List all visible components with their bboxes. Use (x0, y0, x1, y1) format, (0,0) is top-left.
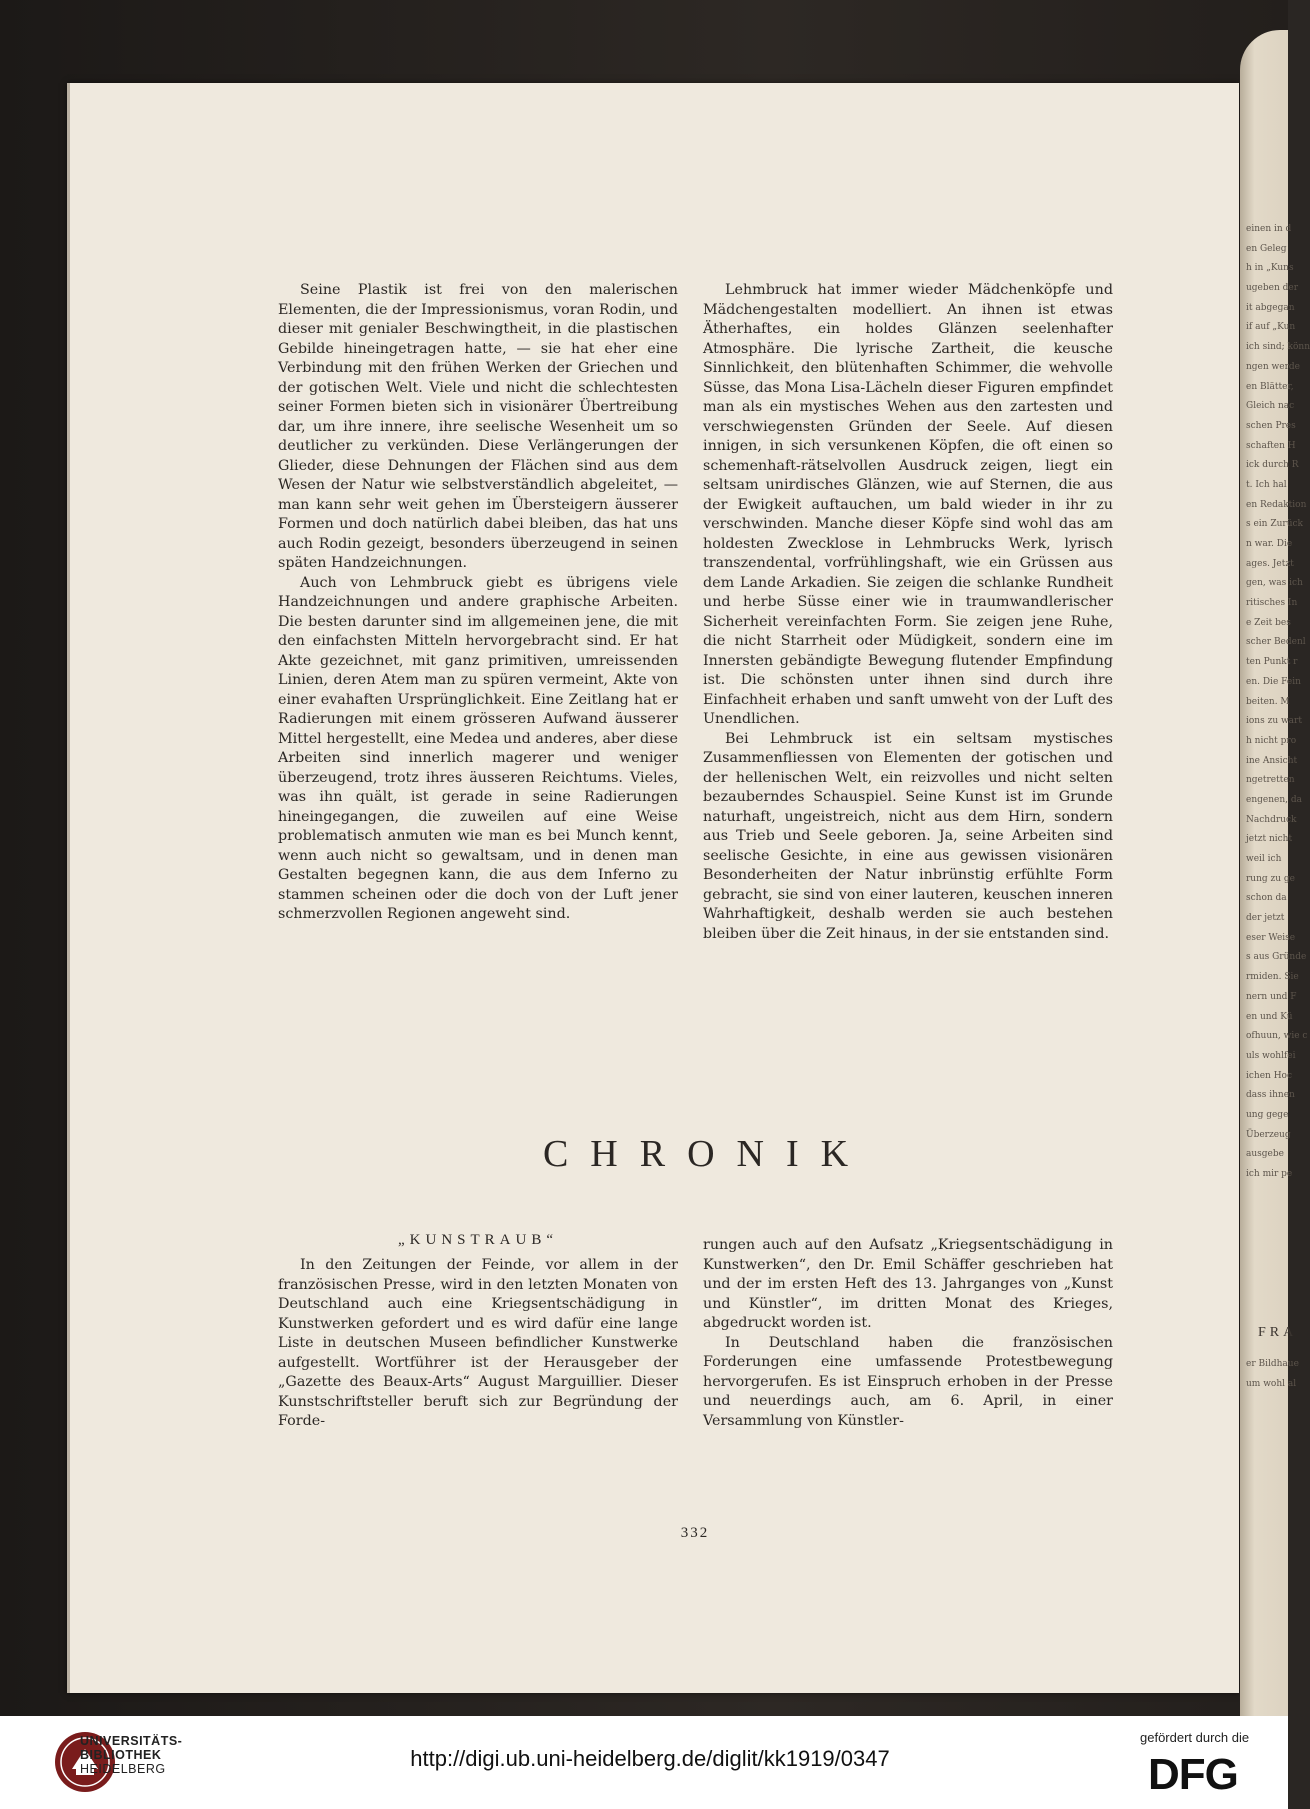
article-column-right (703, 281, 1113, 944)
adjacent-page-line: it abgegan (1246, 302, 1295, 313)
adjacent-page-line: schaften H (1246, 440, 1296, 451)
adjacent-page-line: rung zu ge (1246, 873, 1296, 884)
adjacent-page-line: der jetzt (1246, 913, 1285, 924)
adjacent-page-line: e Zeit bes (1246, 617, 1291, 628)
adjacent-page-text (1246, 220, 1310, 1185)
adjacent-page-line: ich mir pe (1246, 1169, 1293, 1179)
chronik-column-left (278, 1256, 678, 1432)
adjacent-page-line: scher Bedenl (1246, 637, 1306, 648)
paragraph: Bei Lehmbruck ist ein seltsam mystisches Zusammenfliessen von Elementen der gotischen und der hellenischen Welt, ein reizvolles und nicht selten bezauberndes Schauspiel. Seine Kunst ist im Grunde naturhaft, ungeistreich, nicht aus dem Hirn, sondern aus Trieb und Seele geboren. Ja, seine Arbeiten sind seelische Gesichte, in eine aus gewissen visionären Besonderheiten der Natur inbrünstig erfühlte Form gebracht, sie sind von einer lauteren, keuschen inneren Wahrhaftigkeit, deshalb werden sie auch bestehen bleiben über die Zeit hinaus, in der sie entstanden sind. (703, 730, 1113, 942)
adjacent-page-line: ine Ansicht (1246, 755, 1298, 766)
adjacent-page-line: einen in d (1246, 224, 1292, 234)
article-column-left (278, 281, 678, 925)
adjacent-page-line: n war. Die (1246, 539, 1293, 549)
adjacent-page-line: ritisches In (1246, 598, 1298, 609)
funding-label: gefördert durch die (1140, 1730, 1250, 1745)
adjacent-page-line: Nachdruck (1246, 814, 1297, 825)
adjacent-page-line: Überzeug (1246, 1129, 1291, 1140)
adjacent-page-line: en und Kü (1246, 1011, 1293, 1022)
adjacent-page-tail (1246, 1355, 1299, 1394)
adjacent-page-line: uls wohlfei (1246, 1050, 1296, 1061)
chronik-column-right (703, 1236, 1113, 1431)
paragraph: In Deutschland haben die französischen Forderungen eine umfassende Protestbewegung hervorgerufen. Es ist Einspruch erhoben in der Presse und neuerdings auch, am 6. April, in einer Versammlung von Künstler- (703, 1334, 1113, 1429)
adjacent-page-line: eser Weise (1246, 932, 1296, 943)
adjacent-page-line: weil ich (1246, 854, 1282, 864)
adjacent-page-line: ngen werde (1246, 361, 1300, 372)
adjacent-page-line: Gleich nac (1246, 401, 1295, 412)
adjacent-page-line: s ein Zurück (1246, 519, 1303, 530)
adjacent-page-line: er Bildhaue (1246, 1359, 1299, 1369)
paragraph: Auch von Lehmbruck giebt es übrigens viele Handzeichnungen und andere graphische Arbeiten. Die besten darunter sind im allgemeinen jene, die mit den einfachsten Mitteln hervorgebracht sind. Er hat Akte gezeichnet, mit ganz primitiven, umreissenden Linien, deren Atem man zu spüren vermeint, Akte von einer evahaften Ursprünglichkeit. Eine Zeitlang hat er Radierungen mit einem grösseren Aufwand äusserer Mittel hergestellt, eine Medea und anderes, aber diese Arbeiten sind innerlich magerer und weniger überzeugend, trotz ihres äusseren Reichtums. Vieles, was ihn quält, ist gerade in seine Radierungen hineingegangen, die zuweilen auf eine Weise problematisch anmuten wie man es bei Munch kennt, wenn auch nicht so gewaltsam, und in denen man Gestalten begegnen kann, die aus dem Inferno zu stammen scheinen oder die doch von der Luft jener schmerzvollen Regionen angeweht sind. (278, 574, 678, 922)
adjacent-page-line: ugeben der (1246, 283, 1299, 294)
institution-line: HEIDELBERG (80, 1762, 166, 1776)
adjacent-page-edge (1240, 30, 1310, 1720)
adjacent-page-line: s aus Gründe (1246, 952, 1307, 963)
section-heading: CHRONIK (542, 1133, 871, 1175)
adjacent-page-line: en. Die Fein (1246, 676, 1301, 687)
adjacent-page-line: jetzt nicht (1246, 834, 1293, 845)
adjacent-page-line: schon da (1246, 893, 1287, 904)
page-edge (67, 83, 70, 1693)
adjacent-page-line: schen Pres (1246, 420, 1296, 431)
adjacent-page-line: ich sind; könn (1246, 342, 1310, 353)
adjacent-page-line: ichen Hoc (1246, 1070, 1293, 1081)
paragraph: In den Zeitungen der Feinde, vor allem in der französischen Presse, wird in den letzten Monaten von Deutschland auch eine Kriegsentschädigung in Kunstwerken gefordert und es wird dafür eine lange Liste in deutschen Museen befindlicher Kunstwerke aufgestellt. Wortführer ist der Herausgeber der „Gazette des Beaux-Arts“ August Marguillier. Dieser Kunstschriftsteller beruft sich zur Begründung der Forde- (278, 1257, 678, 1429)
adjacent-page-line: en Geleg (1246, 243, 1287, 254)
adjacent-page-line: if auf „Kun (1246, 322, 1296, 333)
paragraph: Lehmbruck hat immer wieder Mädchenköpfe und Mädchengestalten modelliert. An ihnen ist etwas Ätherhaftes, ein holdes Glänzen seelenhafter Atmosphäre. Die lyrische Zartheit, die keusche Sinnlichkeit, den blütenhaften Schimmer, die wehvolle Süsse, das Mona Lisa-Lächeln dieser Figuren empfindet man als ein mystisches Wehen aus den zartesten und verschwiegensten Gründen der Seele. Auf diesen innigen, in sich versunkenen Köpfen, die oft einen so schemenhaft-rätselvollen Ausdruck zeigen, liegt ein seltsam unirdisches Glänzen, wie auf Sternen, die aus der Ewigkeit auftauchen, um bald wieder in ihr zu verschwinden. Manche dieser Köpfe sind wohl das am holdesten Zwecklose in Lehmbrucks Werk, lyrisch transzendental, vorfrühlingshaft, wie ein Grüssen aus dem Lande Arkadien. Sie zeigen die schlanke Rundheit und herbe Süsse einer wie in traumwandlerischer Sicherheit vereinfachten Form. Sie zeigen jene Ruhe, die nicht Starrheit oder Müdigkeit, sondern eine im Innersten gebändigte Bewegung flutender Empfindung ist. Die schönsten unter ihnen sind durch ihre Einfachheit erhaben und sanft umweht von der Luft des Unendlichen. (703, 282, 1113, 727)
adjacent-page-line: ausgebe (1246, 1149, 1284, 1160)
adjacent-page-line: t. Ich hal (1246, 479, 1287, 490)
footer-bar (0, 1716, 1288, 1809)
adjacent-page-line: engenen, da (1246, 794, 1302, 805)
adjacent-page-line: um wohl al (1246, 1378, 1297, 1389)
adjacent-page-line: ick durch R (1246, 460, 1299, 471)
adjacent-page-line: ung gege (1246, 1109, 1289, 1120)
adjacent-page-line: en Redaktion (1246, 499, 1307, 510)
paragraph-continuation: rungen auch auf den Aufsatz „Kriegsentschädigung in Kunstwerken“, den Dr. Emil Schäffer geschrieben hat und der im ersten Heft des 13. Jahrganges von „Kunst und Künstler“, im dritten Monat des Krieges, abgedruckt worden ist. (703, 1237, 1113, 1331)
adjacent-page-line: en Blätter, (1246, 381, 1294, 392)
dfg-logo: DFG (1148, 1750, 1238, 1799)
paragraph: Seine Plastik ist frei von den malerischen Elementen, die der Impressionismus, voran Rodin, und dieser mit genialer Beschwingtheit, in die plastischen Gebilde hineingetragen hatte, — sie hat eher eine Verbindung mit den frühen Werken der Griechen und der gotischen Welt. Viele und nicht die schlechtesten seiner Formen bieten sich in visionärer Übertreibung dar, um ihre innere, ihre seelische Wesenheit um so deutlicher zu verkünden. Diese Verlängerungen der Glieder, diese Dehnungen der Flächen sind aus dem Wesen der Natur wie selbstverständlich abgeleitet, — man kann sehr weit gehen im Übersteigern äusserer Formen und doch natürlich dabei bleiben, das hat uns auch Rodin gezeigt, besonders überzeugend in seinen späten Handzeichnungen. (278, 282, 678, 571)
adjacent-page-line: dass ihnen (1246, 1090, 1295, 1101)
permalink[interactable]: http://digi.ub.uni-heidelberg.de/diglit/kk1919/0347 (410, 1746, 890, 1771)
adjacent-page-line: nern und F (1246, 991, 1297, 1002)
adjacent-page-line: ten Punkt r (1246, 657, 1298, 668)
section-subheading: „KUNSTRAUB“ (398, 1232, 558, 1248)
adjacent-page-caps: FRA (1258, 1325, 1298, 1340)
page-number: 332 (680, 1525, 710, 1541)
institution-line: UNIVERSITÄTS- (80, 1734, 183, 1748)
adjacent-page-line: ions zu wart (1246, 716, 1302, 727)
adjacent-page-line: h in „Kuns (1246, 263, 1294, 274)
adjacent-page-line: ages. Jetzt (1246, 558, 1294, 569)
adjacent-page-line: gen, was ich (1246, 578, 1303, 589)
adjacent-page-line: ofhuun, wie c (1246, 1031, 1308, 1042)
adjacent-page-line: ngetretten (1246, 775, 1295, 786)
adjacent-page-line: h nicht pro (1246, 735, 1297, 746)
institution-line: BIBLIOTHEK (80, 1748, 162, 1762)
adjacent-page-line: beiten. M (1246, 696, 1290, 707)
adjacent-page-line: rmiden. Sie (1246, 972, 1299, 983)
institution-name (80, 1734, 182, 1776)
